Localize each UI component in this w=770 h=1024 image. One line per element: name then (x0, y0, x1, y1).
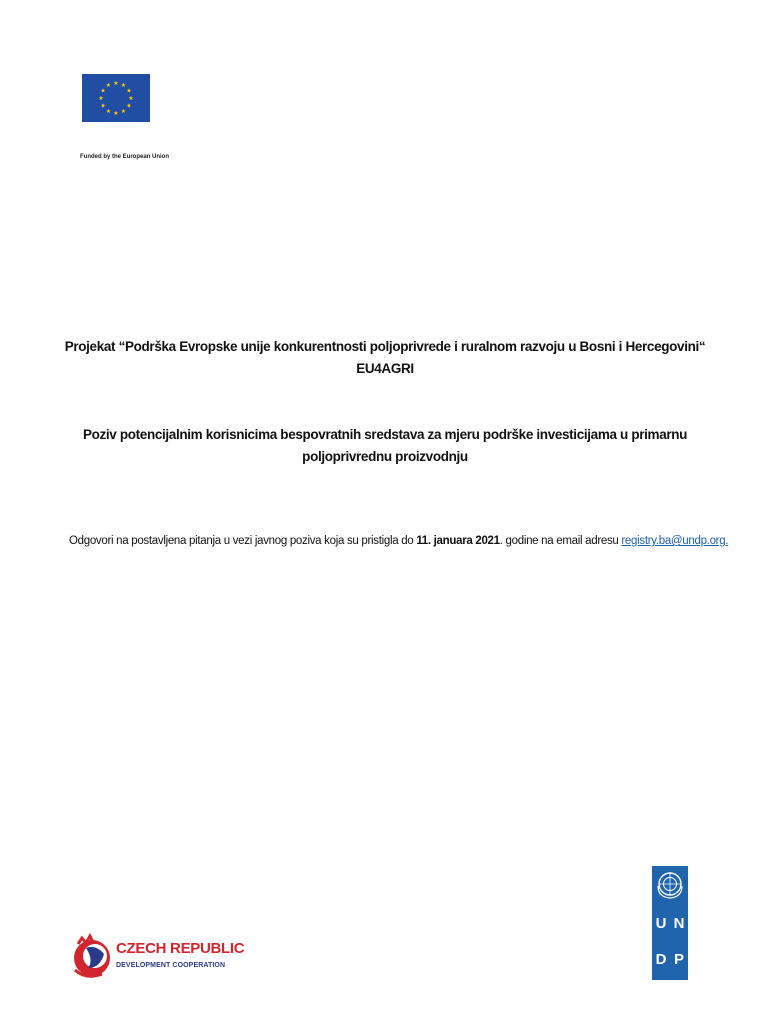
eu-star-icon: ★ (126, 103, 132, 110)
email-link[interactable]: registry.ba@undp.org. (621, 535, 729, 547)
undp-letter: U (655, 915, 667, 932)
eu-star-icon: ★ (120, 83, 127, 90)
call-title-line-2: poljoprivrednu proizvodnju (302, 449, 468, 464)
project-title-line: Projekat “Podrška Evropske unije konkurentnosti poljoprivrede i ruralnom razvoju u Bosni i Hercegovini“ (64, 339, 706, 354)
undp-letter: P (673, 951, 684, 968)
eu-star-icon: ★ (100, 103, 106, 110)
eu-star-icon: ★ (128, 96, 134, 102)
deadline-date: 11. januara 2021 (416, 535, 500, 547)
czech-logo-subtitle: DEVELOPMENT COOPERATION (116, 962, 226, 969)
eu-star-icon: ★ (120, 108, 127, 115)
eu-star-icon: ★ (105, 83, 112, 90)
czech-emblem-icon (74, 936, 110, 976)
eu-flag-logo (82, 74, 150, 122)
eu-star-icon: ★ (105, 108, 112, 115)
eu-star-icon: ★ (100, 88, 106, 95)
czech-cooperation-logo (66, 924, 214, 998)
project-acronym: EU4AGRI (356, 361, 414, 376)
czech-logo-name: CZECH REPUBLIC (116, 940, 245, 957)
undp-letter: N (673, 915, 685, 932)
undp-letters (652, 906, 688, 978)
eu-star-icon: ★ (113, 111, 119, 117)
intro-paragraph (69, 535, 728, 547)
eu-star-icon: ★ (113, 81, 119, 87)
eu-star-icon: ★ (98, 96, 104, 102)
call-title-line-1: Poziv potencijalnim korisnicima bespovratnih sredstava za mjeru podrške investicijama u primarnu (82, 427, 688, 442)
eu-star-icon: ★ (126, 88, 132, 95)
project-title (40, 336, 730, 380)
undp-letter: D (655, 951, 667, 968)
intro-text-end: . godine na email adresu (499, 535, 622, 547)
intro-text-start: Odgovori na postavljena pitanja u vezi javnog poziva koja su pristigla do (69, 535, 417, 547)
eu-funding-caption: Funded by the European Union (80, 154, 169, 160)
undp-logo (652, 866, 688, 980)
un-emblem-icon (652, 866, 688, 902)
call-title (40, 424, 730, 468)
